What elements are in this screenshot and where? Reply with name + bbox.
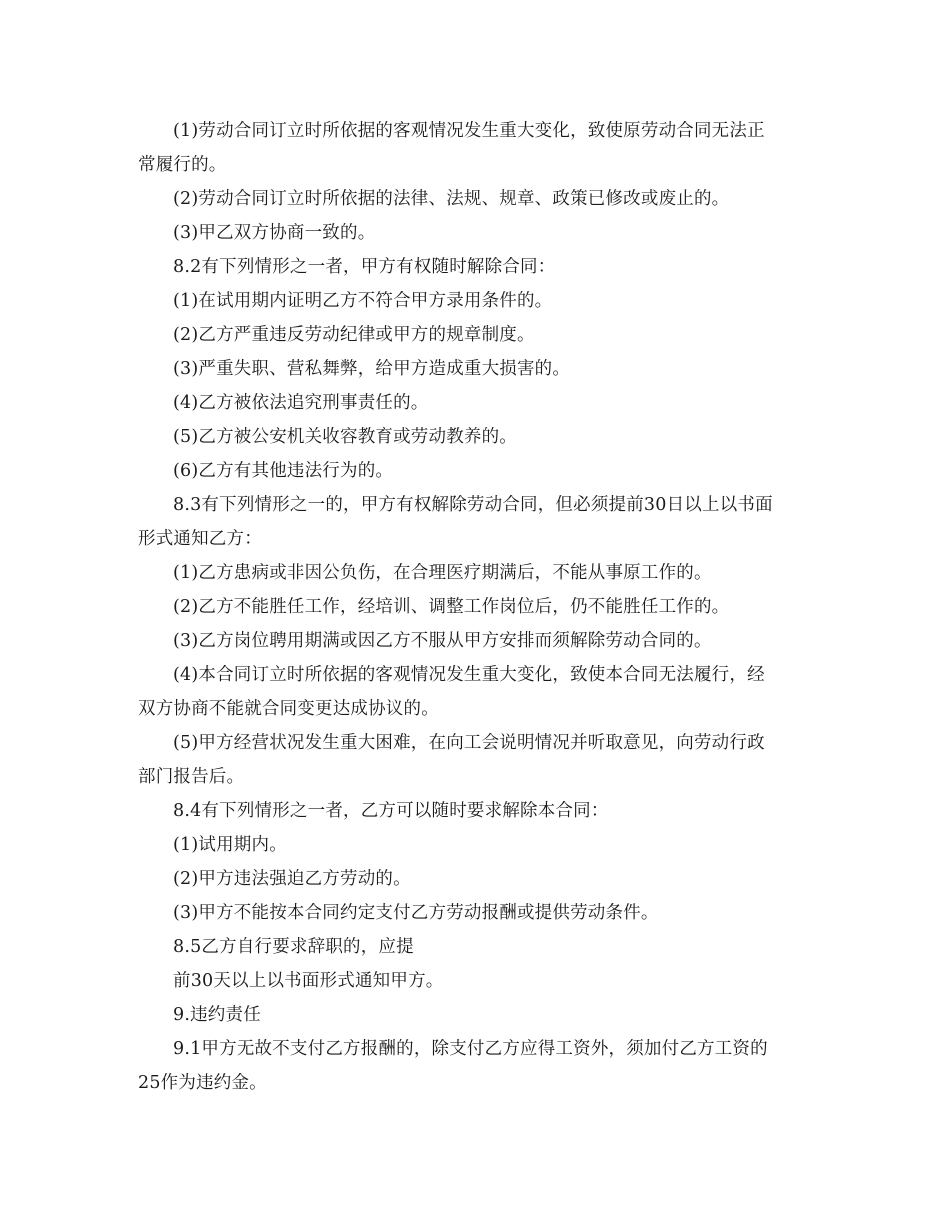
- text-line: 8.3有下列情形之一的，甲方有权解除劳动合同，但必须提前30日以上以书面: [173, 495, 773, 515]
- text-line: 双方协商不能就合同变更达成协议的。: [138, 699, 439, 719]
- text-line: (3)乙方岗位聘用期满或因乙方不服从甲方安排而须解除劳动合同的。: [173, 631, 712, 651]
- text-line: (1)乙方患病或非因公负伤，在合理医疗期满后，不能从事原工作的。: [173, 563, 712, 583]
- text-line: (1)劳动合同订立时所依据的客观情况发生重大变化，致使原劳动合同无法正: [173, 121, 765, 141]
- text-line: (3)甲乙双方协商一致的。: [173, 223, 376, 243]
- text-line: 9.1甲方无故不支付乙方报酬的，除支付乙方应得工资外，须加付乙方工资的: [173, 1039, 768, 1059]
- text-line: (1)试用期内。: [173, 835, 287, 855]
- text-line: 形式通知乙方：: [138, 529, 262, 549]
- text-line: (4)乙方被依法追究刑事责任的。: [173, 393, 429, 413]
- text-line: (1)在试用期内证明乙方不符合甲方录用条件的。: [173, 291, 553, 311]
- text-line: 常履行的。: [138, 155, 227, 175]
- text-line: 8.4有下列情形之一者，乙方可以随时要求解除本合同：: [173, 801, 609, 821]
- text-line: (2)乙方不能胜任工作，经培训、调整工作岗位后，仍不能胜任工作的。: [173, 597, 730, 617]
- text-line: (4)本合同订立时所依据的客观情况发生重大变化，致使本合同无法履行，经: [173, 665, 765, 685]
- text-line: (2)甲方违法强迫乙方劳动的。: [173, 869, 411, 889]
- text-line: 9.违约责任: [173, 1005, 261, 1025]
- text-line: (5)乙方被公安机关收容教育或劳动教养的。: [173, 427, 517, 447]
- text-line: (6)乙方有其他违法行为的。: [173, 461, 394, 481]
- text-line: (3)严重失职、营私舞弊，给甲方造成重大损害的。: [173, 359, 571, 379]
- text-line: 前30天以上以书面形式通知甲方。: [173, 971, 444, 991]
- text-line: 25作为违约金。: [138, 1073, 267, 1093]
- text-line: (2)劳动合同订立时所依据的法律、法规、规章、政策已修改或废止的。: [173, 189, 730, 209]
- text-line: 8.2有下列情形之一者，甲方有权随时解除合同：: [173, 257, 556, 277]
- text-line: (5)甲方经营状况发生重大困难，在向工会说明情况并听取意见，向劳动行政: [173, 733, 765, 753]
- text-line: 部门报告后。: [138, 767, 245, 787]
- text-line: 8.5乙方自行要求辞职的，应提: [173, 937, 414, 957]
- text-line: (3)甲方不能按本合同约定支付乙方劳动报酬或提供劳动条件。: [173, 903, 659, 923]
- document-body: [138, 114, 814, 1100]
- text-line: (2)乙方严重违反劳动纪律或甲方的规章制度。: [173, 325, 535, 345]
